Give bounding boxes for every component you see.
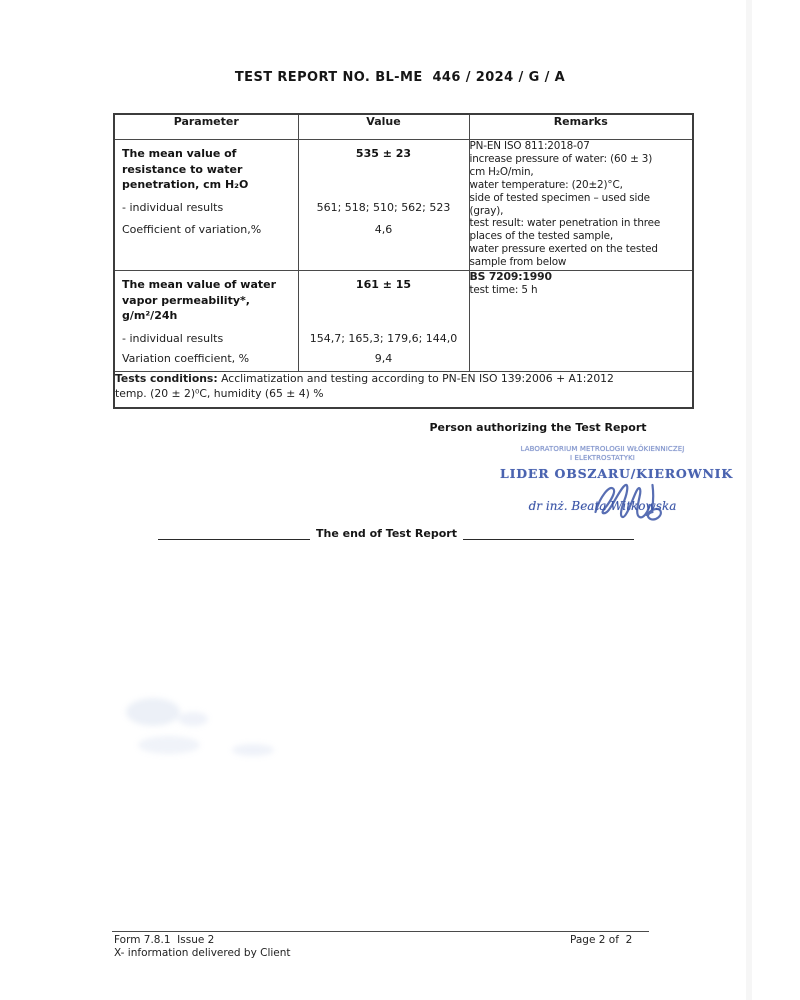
authorization-heading: Person authorizing the Test Report bbox=[429, 421, 647, 434]
remark-standard: BS 7209:1990 bbox=[469, 270, 552, 283]
table-header-row bbox=[114, 114, 693, 140]
table-row-test-conditions bbox=[114, 372, 693, 408]
value-variation: 4,6 bbox=[374, 223, 393, 236]
value-mean: 161 ± 15 bbox=[355, 278, 412, 291]
faint-ink-smudge bbox=[138, 736, 200, 754]
remarks-cell bbox=[469, 271, 693, 372]
footer-form-number: Form 7.8.1 Issue 2 bbox=[114, 934, 215, 946]
conditions-cell bbox=[114, 372, 693, 408]
faint-ink-smudge bbox=[178, 712, 208, 726]
remark-line: side of tested specimen – used side bbox=[469, 191, 650, 204]
footer-client-note: X- information delivered by Client bbox=[114, 947, 291, 959]
authorization-stamp bbox=[500, 445, 733, 513]
parameter-cell bbox=[115, 271, 298, 371]
column-header-value: Value bbox=[298, 114, 469, 140]
parameter-title: The mean value of resistance to water penetration, cm H₂O bbox=[122, 147, 249, 191]
remark-line: cm H₂O/min, bbox=[469, 165, 534, 178]
remark-line: water pressure exerted on the tested bbox=[469, 243, 658, 256]
conditions-line1 bbox=[115, 372, 692, 387]
parameter-variation-label: Coefficient of variation,% bbox=[122, 223, 262, 236]
end-of-report-line bbox=[158, 526, 634, 540]
remark-line: places of the tested sample, bbox=[469, 230, 613, 243]
footer-page-number: Page 2 of 2 bbox=[570, 934, 633, 946]
parameter-individual-results-label: - individual results bbox=[122, 332, 224, 345]
parameter-cell bbox=[115, 140, 298, 244]
table-row-vapor-permeability bbox=[114, 271, 693, 372]
remark-test-time: test time: 5 h bbox=[469, 283, 538, 296]
conditions-text: Acclimatization and testing according to PN-EN ISO 139:2006 + A1:2012 bbox=[217, 372, 614, 385]
parameter-variation-label: Variation coefficient, % bbox=[122, 352, 250, 365]
end-line-left-rule bbox=[158, 526, 310, 540]
report-title: TEST REPORT NO. BL-ME 446 / 2024 / G / A bbox=[234, 70, 566, 85]
parameter-title: The mean value of water vapor permeability*, g/m²/24h bbox=[122, 278, 277, 322]
column-header-parameter: Parameter bbox=[114, 114, 298, 140]
value-variation: 9,4 bbox=[374, 352, 393, 365]
stamp-lab-name-line1: LABORATORIUM METROLOGII WŁÓKIENNICZEJ bbox=[520, 445, 685, 453]
scan-artifact-band bbox=[746, 0, 752, 1000]
stamp-lab-name-line2: I ELEKTROSTATYKI bbox=[570, 454, 635, 462]
remark-line: test result: water penetration in three bbox=[469, 217, 661, 230]
value-cell bbox=[299, 271, 469, 371]
column-header-remarks: Remarks bbox=[469, 114, 693, 140]
faint-ink-smudge bbox=[126, 698, 180, 726]
remarks-cell bbox=[469, 140, 693, 271]
value-mean: 535 ± 23 bbox=[355, 147, 412, 160]
signatory-name: dr inż. Beata Witkowska bbox=[528, 499, 677, 513]
value-individual-results: 154,7; 165,3; 179,6; 144,0 bbox=[309, 332, 458, 345]
remark-line: increase pressure of water: (60 ± 3) bbox=[469, 152, 653, 165]
stamp-role-line: LIDER OBSZARU/KIEROWNIK bbox=[500, 466, 733, 481]
remark-line: water temperature: (20±2)°C, bbox=[469, 178, 623, 191]
handwritten-signature bbox=[588, 478, 666, 526]
remark-line: sample from below bbox=[469, 256, 567, 269]
conditions-line2: temp. (20 ± 2)⁰C, humidity (65 ± 4) % bbox=[115, 386, 324, 400]
end-line-right-rule bbox=[463, 526, 634, 540]
faint-ink-smudge bbox=[232, 744, 274, 756]
value-cell bbox=[299, 140, 469, 244]
conditions-label: Tests conditions: bbox=[115, 372, 218, 385]
remark-line: (gray), bbox=[469, 204, 504, 217]
footer-divider bbox=[112, 931, 649, 932]
value-individual-results: 561; 518; 510; 562; 523 bbox=[316, 201, 451, 214]
results-table bbox=[113, 113, 694, 409]
table-row-water-penetration bbox=[114, 140, 693, 271]
end-of-report-text: The end of Test Report bbox=[316, 527, 457, 540]
parameter-individual-results-label: - individual results bbox=[122, 201, 224, 214]
remark-line: PN-EN ISO 811:2018-07 bbox=[469, 140, 590, 152]
